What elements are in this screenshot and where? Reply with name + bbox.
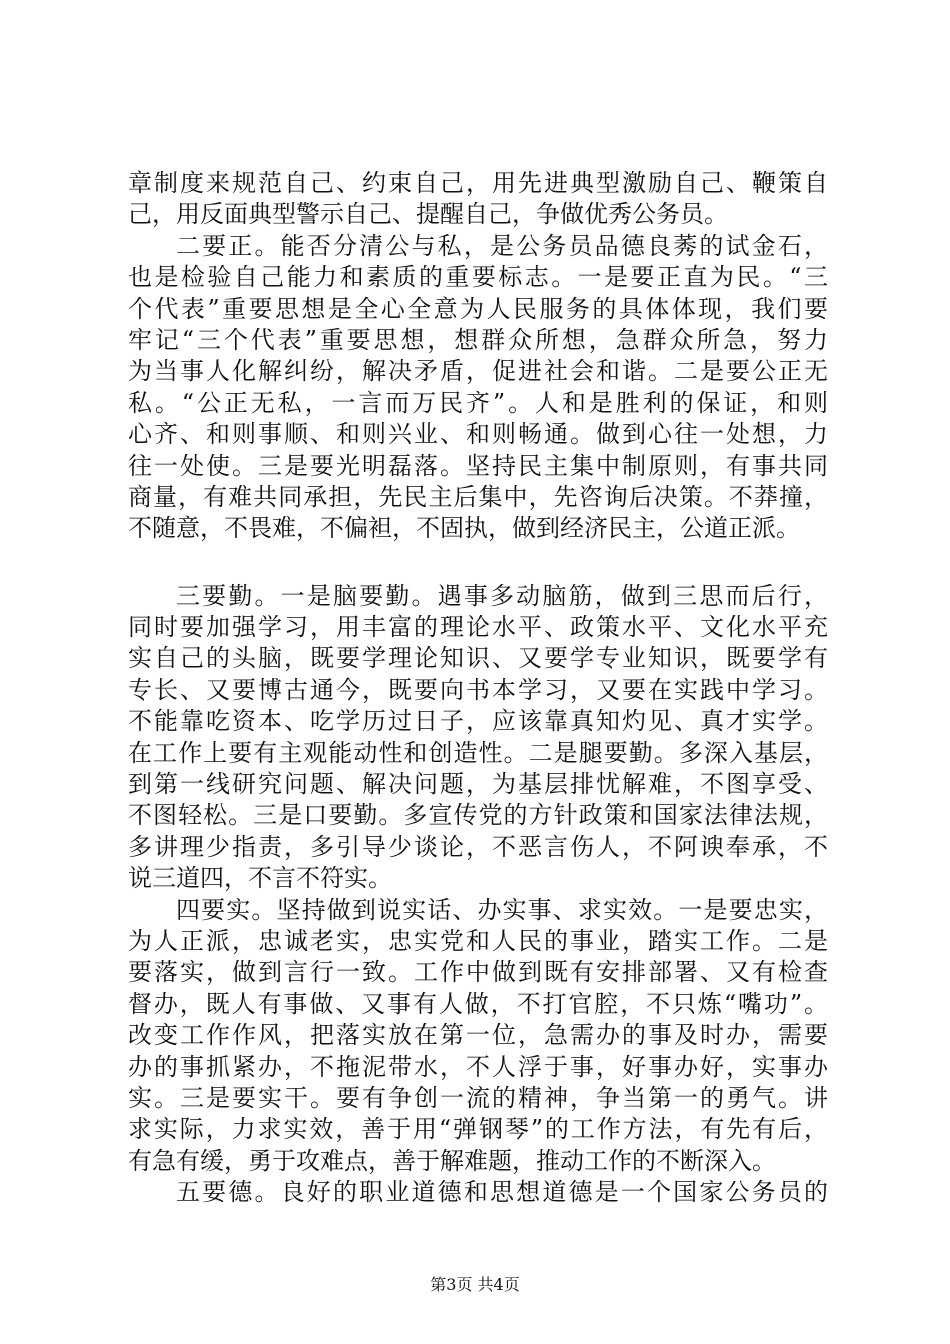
text-line: 私。“公正无私，一言而万民齐”。人和是胜利的保证，和则 [128,388,828,417]
text-line: 到第一线研究问题、解决问题，为基层排忧解难，不图享受、 [128,770,828,799]
text-line: 己，用反面典型警示自己、提醒自己，争做优秀公务员。 [128,200,728,229]
text-line: 四要实。坚持做到说实话、办实事、求实效。一是要忠实， [176,895,828,924]
text-line: 不能靠吃资本、吃学历过日子，应该靠真知灼见、真才实学。 [128,707,828,736]
text-line: 要落实，做到言行一致。工作中做到既有安排部署、又有检查 [128,958,828,987]
paragraph-er-yao-zheng [128,231,828,545]
text-line: 往一处使。三是要光明磊落。坚持民主集中制原则，有事共同 [128,451,828,480]
page-footer [0,1275,950,1295]
text-line: 为人正派，忠诚老实，忠实党和人民的事业，踏实工作。二是 [128,926,828,955]
text-line: 实。三是要实干。要有争创一流的精神，争当第一的勇气。讲 [128,1083,828,1112]
text-line: 商量，有难共同承担，先民主后集中，先咨询后决策。不莽撞， [128,482,828,511]
text-line: 也是检验自己能力和素质的重要标志。一是要正直为民。“三 [128,263,828,292]
text-line: 章制度来规范自己、约束自己，用先进典型激励自己、鞭策自 [128,169,828,197]
paragraph-continued [128,168,828,231]
text-line: 不随意，不畏难，不偏袒，不固执，做到经济民主，公道正派。 [128,514,800,543]
text-line: 不图轻松。三是口要勤。多宣传党的方针政策和国家法律法规， [128,801,828,830]
document-body [128,168,828,1209]
text-line: 心齐、和则事顺、和则兴业、和则畅通。做到心往一处想，力 [128,420,828,449]
text-line: 多讲理少指责，多引导少谈论，不恶言伤人，不阿谀奉承，不 [128,832,828,861]
text-line: 五要德。良好的职业道德和思想道德是一个国家公务员的 [176,1178,828,1207]
text-line: 办的事抓紧办，不拖泥带水，不人浮于事，好事办好，实事办 [128,1052,828,1081]
text-line: 有急有缓，勇于攻难点，善于解难题，推动工作的不断深入。 [128,1146,776,1175]
text-line: 个代表”重要思想是全心全意为人民服务的具体体现，我们要 [128,294,828,323]
text-line: 在工作上要有主观能动性和创造性。二是腿要勤。多深入基层， [128,738,828,767]
paragraph-san-yao-qin [128,581,828,895]
page-number: 第3页 共4页 [430,1275,520,1294]
text-line: 二要正。能否分清公与私，是公务员品德良莠的试金石， [176,231,828,260]
paragraph-wu-yao-de [128,1177,828,1208]
paragraph-gap [128,545,828,581]
text-line: 求实际，力求实效，善于用“弹钢琴”的工作方法，有先有后， [128,1115,828,1144]
text-line: 说三道四，不言不符实。 [128,864,392,893]
text-line: 牢记“三个代表”重要思想，想群众所想，急群众所急，努力 [128,325,828,354]
text-line: 三要勤。一是脑要勤。遇事多动脑筋，做到三思而后行， [176,581,828,610]
text-line: 专长、又要博古通今，既要向书本学习，又要在实践中学习。 [128,675,828,704]
text-line: 为当事人化解纠纷，解决矛盾，促进社会和谐。二是要公正无 [128,357,828,386]
text-line: 改变工作作风，把落实放在第一位，急需办的事及时办，需要 [128,1021,828,1050]
paragraph-si-yao-shi [128,895,828,1178]
text-line: 同时要加强学习，用丰富的理论水平、政策水平、文化水平充 [128,613,828,642]
text-line: 实自己的头脑，既要学理论知识、又要学专业知识，既要学有 [128,644,828,673]
text-line: 督办，既人有事做、又事有人做，不打官腔，不只炼“嘴功”。 [128,989,828,1018]
